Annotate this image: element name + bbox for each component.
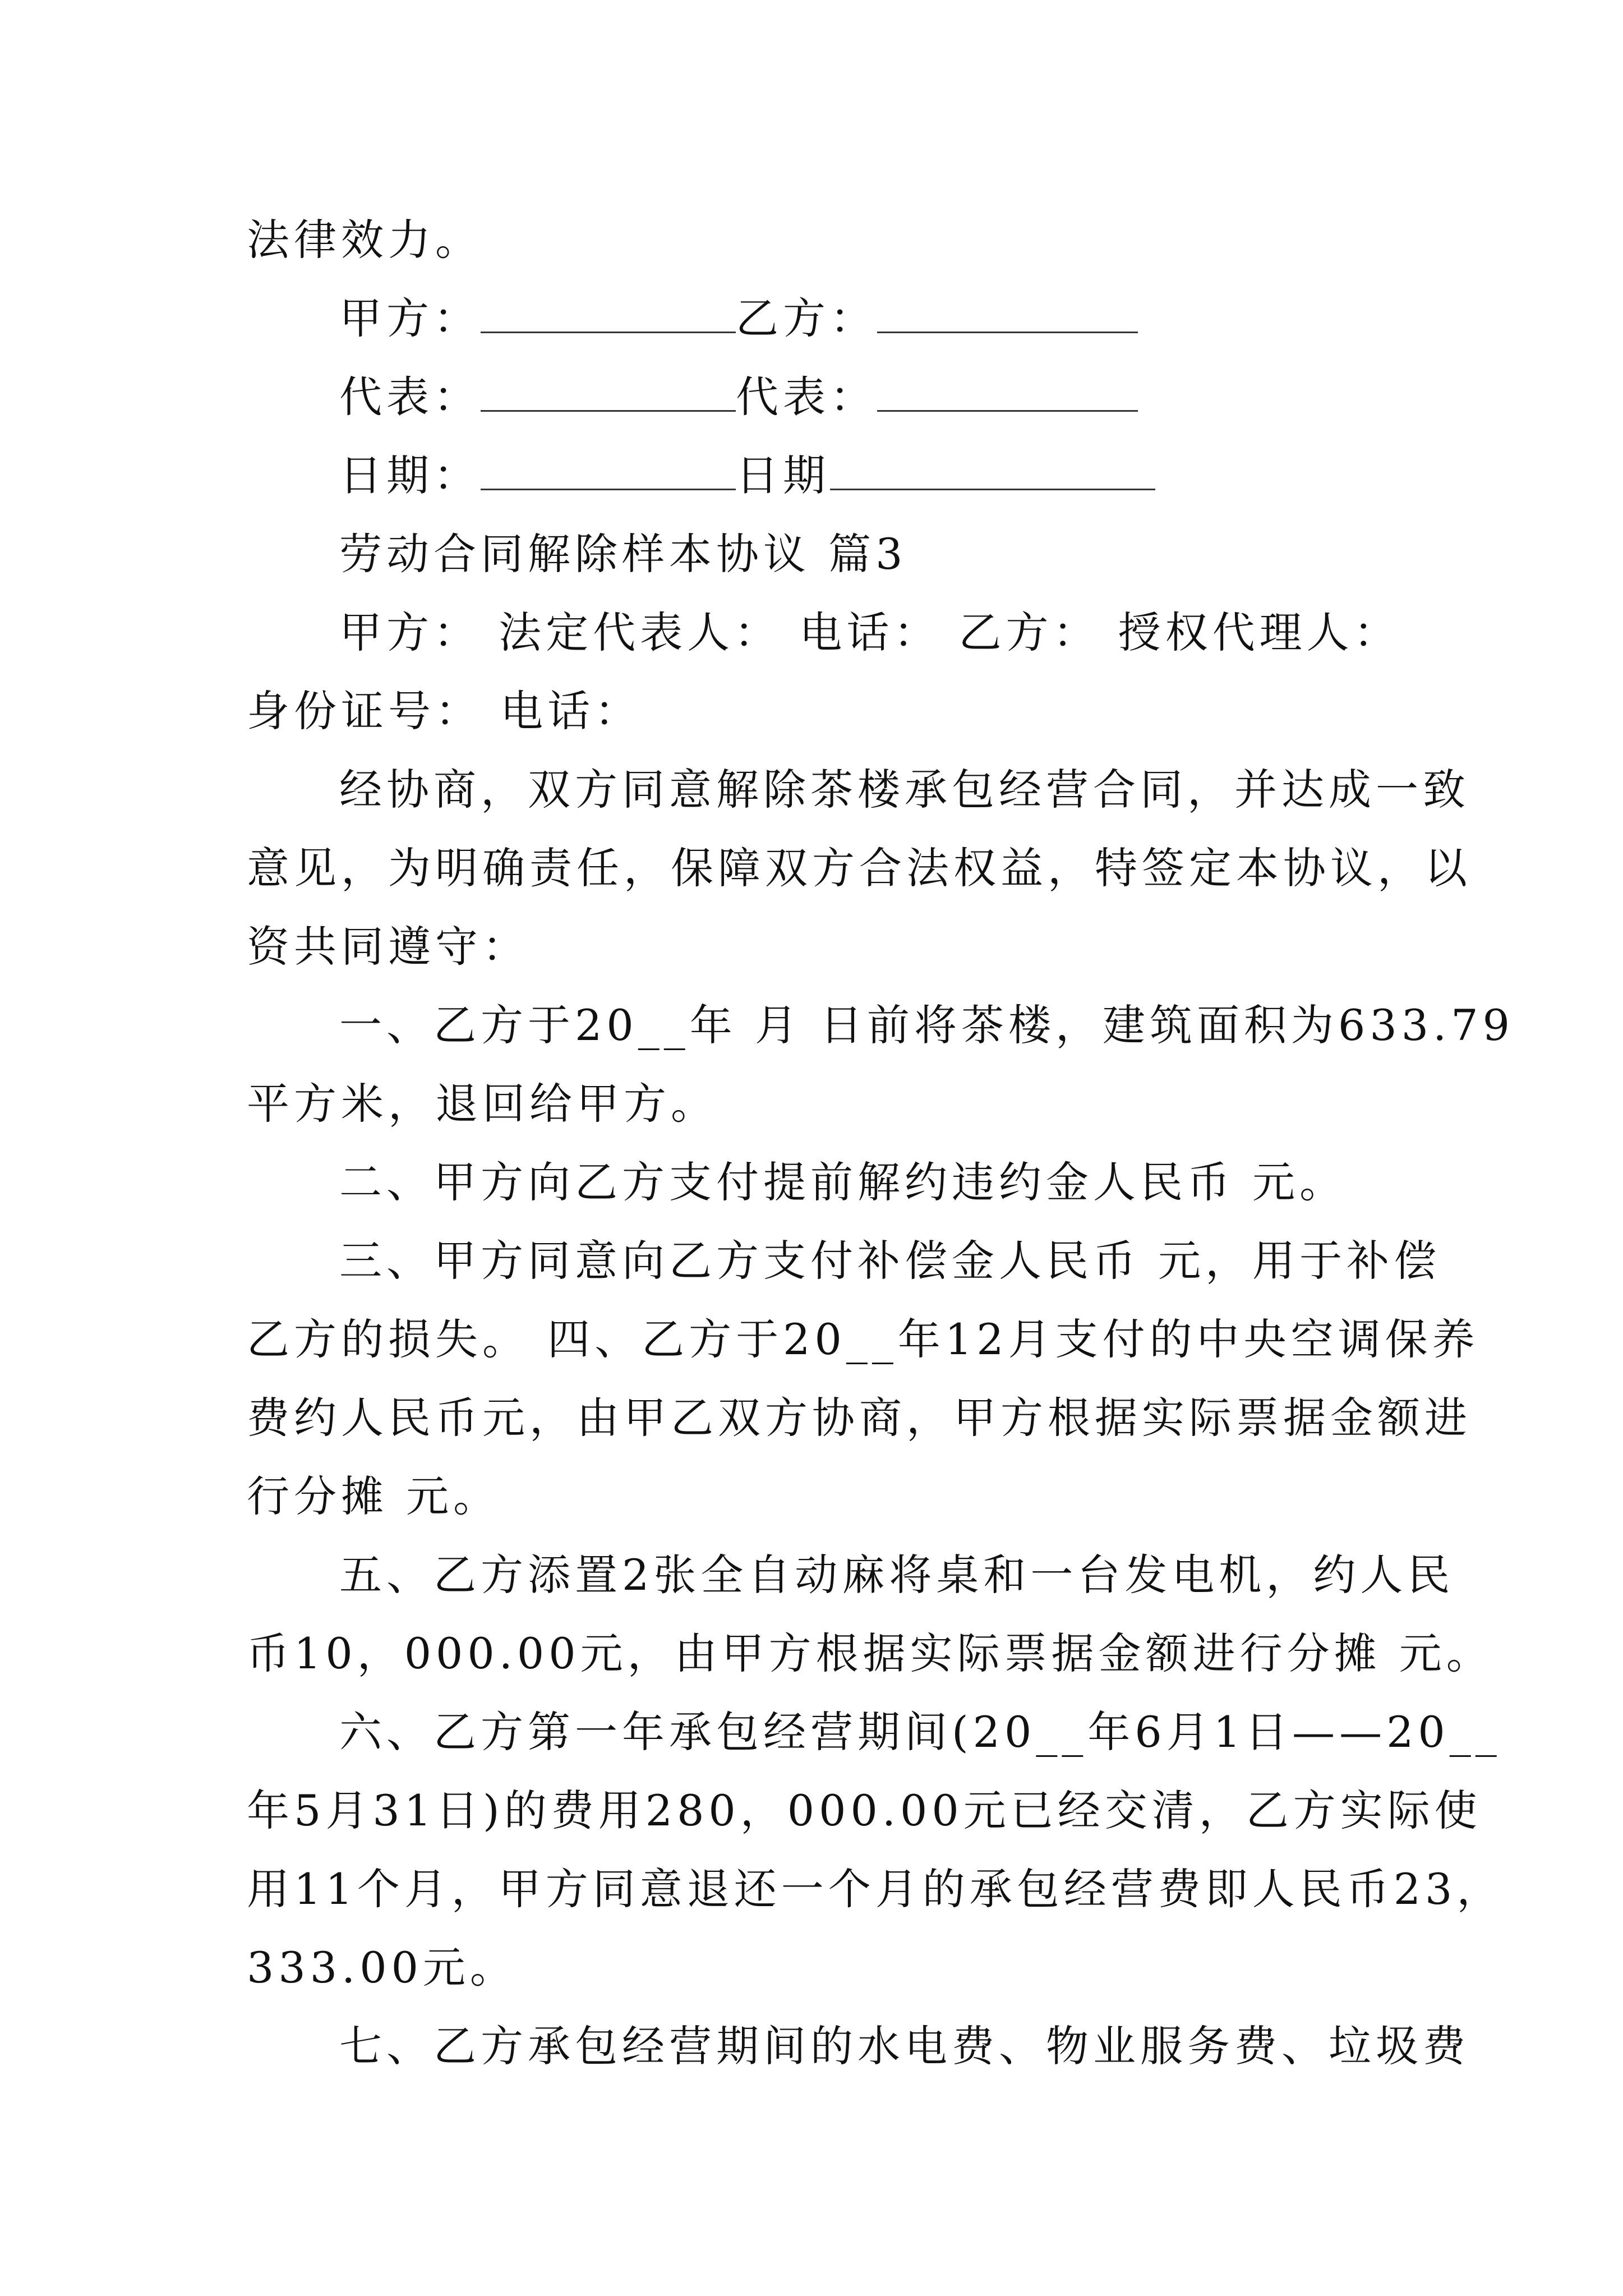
- clause-3: 三、甲方同意向乙方支付补偿金人民币 元，用于补偿: [339, 1236, 1441, 1286]
- party-b-label: 乙方：: [736, 293, 877, 343]
- parties-line: 甲方： 法定代表人： 电话： 乙方： 授权代理人：: [339, 608, 1401, 657]
- text-line: 费约人民币元，由甲乙双方协商，甲方根据实际票据金额进: [247, 1393, 1472, 1443]
- clause-7: 七、乙方承包经营期间的水电费、物业服务费、垃圾费: [339, 2021, 1470, 2071]
- text-line: 用11个月，甲方同意退还一个月的承包经营费即人民币23，: [247, 1864, 1504, 1914]
- text-line: 法律效力。: [247, 215, 482, 265]
- rep-b-blank[interactable]: [877, 371, 1138, 412]
- clause-6: 六、乙方第一年承包经营期间(20__年6月1日——20__: [339, 1707, 1501, 1757]
- clause-2: 二、甲方向乙方支付提前解约违约金人民币 元。: [339, 1157, 1347, 1207]
- text-line: 年5月31日)的费用280，000.00元已经交清，乙方实际使: [247, 1786, 1482, 1835]
- text-line: 平方米，退回给甲方。: [247, 1079, 718, 1129]
- date-a-blank[interactable]: [481, 449, 736, 490]
- date-b-label: 日期: [736, 450, 830, 500]
- text-line: 身份证号： 电话：: [247, 686, 642, 736]
- text-line: 乙方的损失。 四、乙方于20__年12月支付的中央空调保养: [247, 1314, 1479, 1364]
- clause-1: 一、乙方于20__年 月 日前将茶楼，建筑面积为633.79: [339, 1000, 1514, 1050]
- party-b-blank[interactable]: [877, 292, 1138, 333]
- date-a-label: 日期：: [339, 450, 481, 500]
- party-a-blank[interactable]: [481, 292, 736, 333]
- signature-row-date: [339, 448, 1155, 504]
- signature-row-party: [339, 291, 1138, 347]
- text-line: 333.00元。: [247, 1943, 517, 1993]
- party-a-label: 甲方：: [339, 293, 481, 343]
- signature-row-representative: [339, 369, 1138, 425]
- text-line: 经协商，双方同意解除茶楼承包经营合同，并达成一致: [339, 765, 1470, 815]
- clause-5: 五、乙方添置2张全自动麻将桌和一台发电机，约人民: [339, 1550, 1455, 1600]
- section-heading: 劳动合同解除样本协议 篇3: [339, 529, 907, 579]
- text-line: 意见，为明确责任，保障双方合法权益，特签定本协议，以: [247, 843, 1472, 893]
- rep-a-label: 代表：: [339, 372, 481, 422]
- text-line: 行分摊 元。: [247, 1471, 501, 1521]
- rep-b-label: 代表：: [736, 372, 877, 422]
- date-b-blank[interactable]: [830, 449, 1155, 490]
- rep-a-blank[interactable]: [481, 371, 736, 412]
- text-line: 币10，000.00元，由甲方根据实际票据金额进行分摊 元。: [247, 1628, 1493, 1678]
- text-line: 资共同遵守：: [247, 922, 529, 972]
